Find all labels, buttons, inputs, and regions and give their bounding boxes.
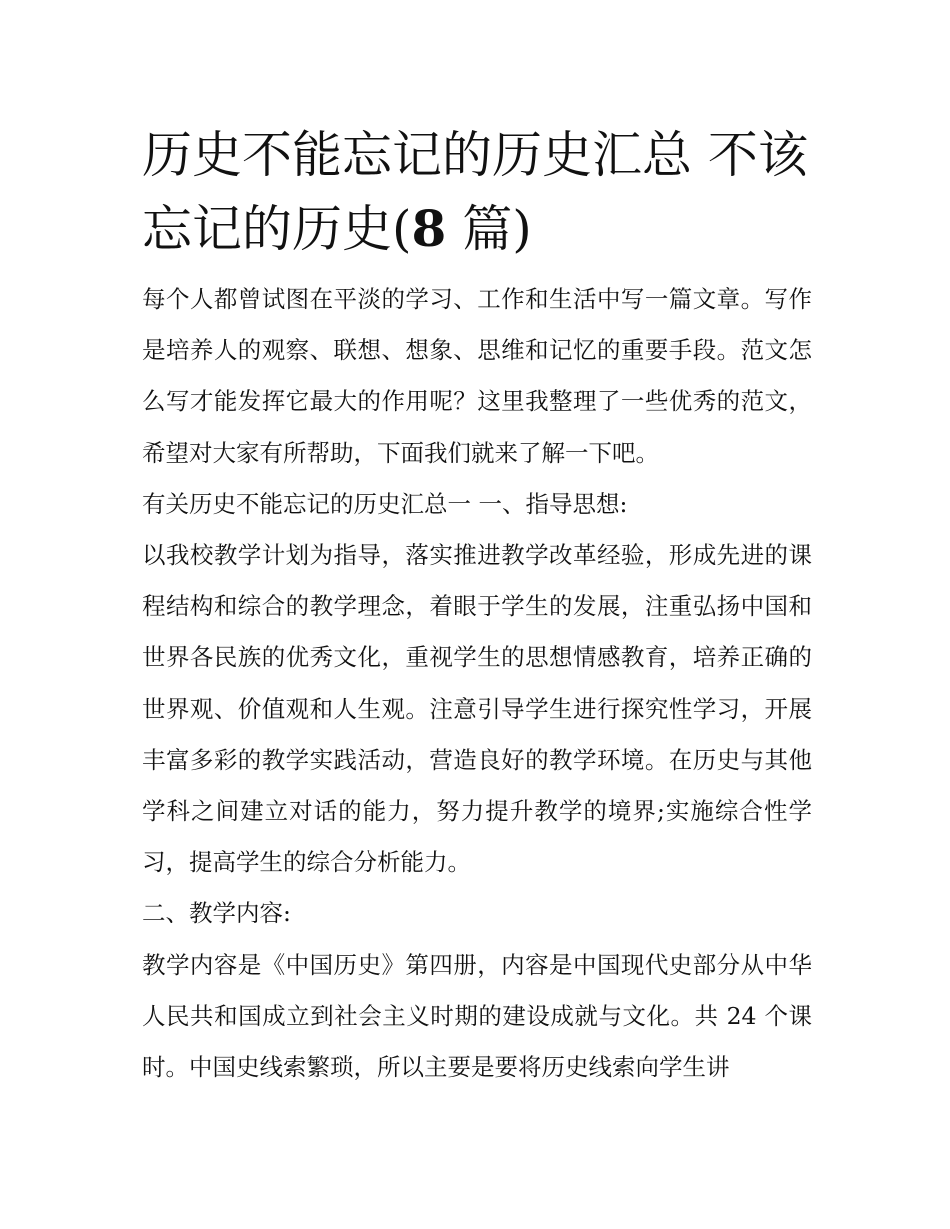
content-paragraph: 教学内容是《中国历史》第四册，内容是中国现代史部分从中华人民共和国成立到社会主义时期的建设成就与文化。共 24 个课时。中国史线索繁琐，所以主要是要将历史线索向学生讲	[142, 950, 812, 1082]
section-heading-1: 有关历史不能忘记的历史汇总一 一、指导思想:	[142, 489, 628, 518]
intro-paragraph: 每个人都曾试图在平淡的学习、工作和生活中写一篇文章。写作是培养人的观察、联想、想象、思维和记忆的重要手段。范文怎么写才能发挥它最大的作用呢？这里我整理了一些优秀的范文，希望对大家有所帮助，下面我们就来了解一下吧。	[142, 285, 812, 467]
document-body	[142, 274, 812, 1093]
guiding-paragraph: 以我校教学计划为指导，落实推进教学改革经验，形成先进的课程结构和综合的教学理念，着眼于学生的发展，注重弘扬中国和世界各民族的优秀文化，重视学生的思想情感教育，培养正确的世界观、价值观和人生观。注意引导学生进行探究性学习，开展丰富多彩的教学实践活动，营造良好的教学环境。在历史与其他学科之间建立对话的能力，努力提升教学的境界;实施综合性学习，提高学生的综合分析能力。	[142, 541, 812, 877]
title-text: 历史不能忘记的历史汇总 不该忘记的历史(	[142, 126, 808, 258]
document-title	[142, 118, 812, 266]
title-suffix: 篇)	[446, 200, 532, 258]
section-heading-2: 二、教学内容:	[142, 899, 291, 928]
title-number: 8	[411, 199, 447, 258]
document-page	[142, 118, 812, 1093]
